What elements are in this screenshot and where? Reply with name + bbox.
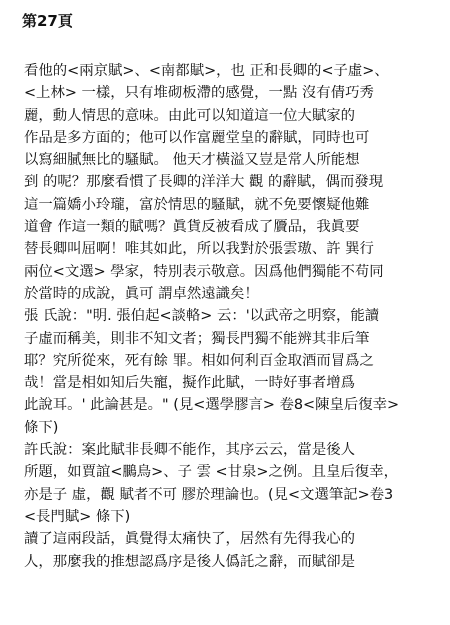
text-line: 條下) xyxy=(24,419,59,436)
text-line: 人，那麼我的推想認爲序是後人僞託之辭，而賦卻是 xyxy=(24,553,355,570)
text-line: <上林> 一樣，只有堆砌板滯的感覺，一點 沒有倩巧秀 xyxy=(24,85,374,102)
text-line: 張 氏說："明. 張伯起<談輅> 云：'以武帝之明察，能讀 xyxy=(24,308,380,325)
text-line: 許氏說：案此賦非長卿不能作，其序云云，當是後人 xyxy=(24,442,355,459)
text-line: 作品是多方面的；他可以作富麗堂皇的辭賦，同時也可 xyxy=(24,129,370,146)
text-line: 看他的<兩京賦>、<南都賦>，也 正和長卿的<子虛>、 xyxy=(24,63,389,79)
text-line: 哉！當是相如知后失寵，擬作此賦，一時好事者增爲 xyxy=(24,375,355,392)
text-line: 耶？究所從來，死有餘 罪。相如何利百金取酒而冒爲之 xyxy=(24,352,374,369)
text-line: 讀了這兩段話，眞覺得太痛快了，居然有先得我心的 xyxy=(24,531,355,548)
text-line: 麗，動人情思的意味。由此可以知道這一位大賦家的 xyxy=(24,107,355,124)
text-line: 子虛而稱美，則非不知文者；獨長門獨不能辨其非后筆 xyxy=(24,330,370,347)
text-line: 這一篇嬌小玲瓏，富於情思的騷賦，就不免要懷疑他難 xyxy=(24,196,370,213)
body-text xyxy=(24,60,444,573)
text-line: 於當時的成說，眞可 謂卓然遠識矣！ xyxy=(24,285,259,302)
text-line: 所題，如賈誼<鵩鳥>、子 雲 <甘泉>之例。且皇后復幸， xyxy=(24,464,398,481)
text-line: 亦是子 虛，觀 賦者不可 膠於理論也。(見<文選筆記>卷3 xyxy=(24,486,394,503)
text-line: 道會 作這一類的賦嗎？眞貨反被看成了贗品，我眞要 xyxy=(24,219,360,236)
text-line: 此說耳。' 此論甚是。" (見<選學膠言> 卷8<陳皇后復幸> xyxy=(24,397,400,414)
page-number-heading: 第27頁 xyxy=(22,12,73,30)
text-line: 到 的呢？那麼看慣了長卿的洋洋大 觀 的辭賦，偶而發現 xyxy=(24,174,384,191)
text-line: 以寫細膩無比的騷賦。 他天才橫溢又豈是常人所能想 xyxy=(24,152,360,169)
text-line: 替長卿叫屈啊！唯其如此，所以我對於張雲璈、許 巽行 xyxy=(24,241,374,258)
text-line: 兩位<文選> 學家，特別表示敬意。因爲他們獨能不苟同 xyxy=(24,263,384,280)
text-line: <長門賦> 條下) xyxy=(24,508,131,525)
